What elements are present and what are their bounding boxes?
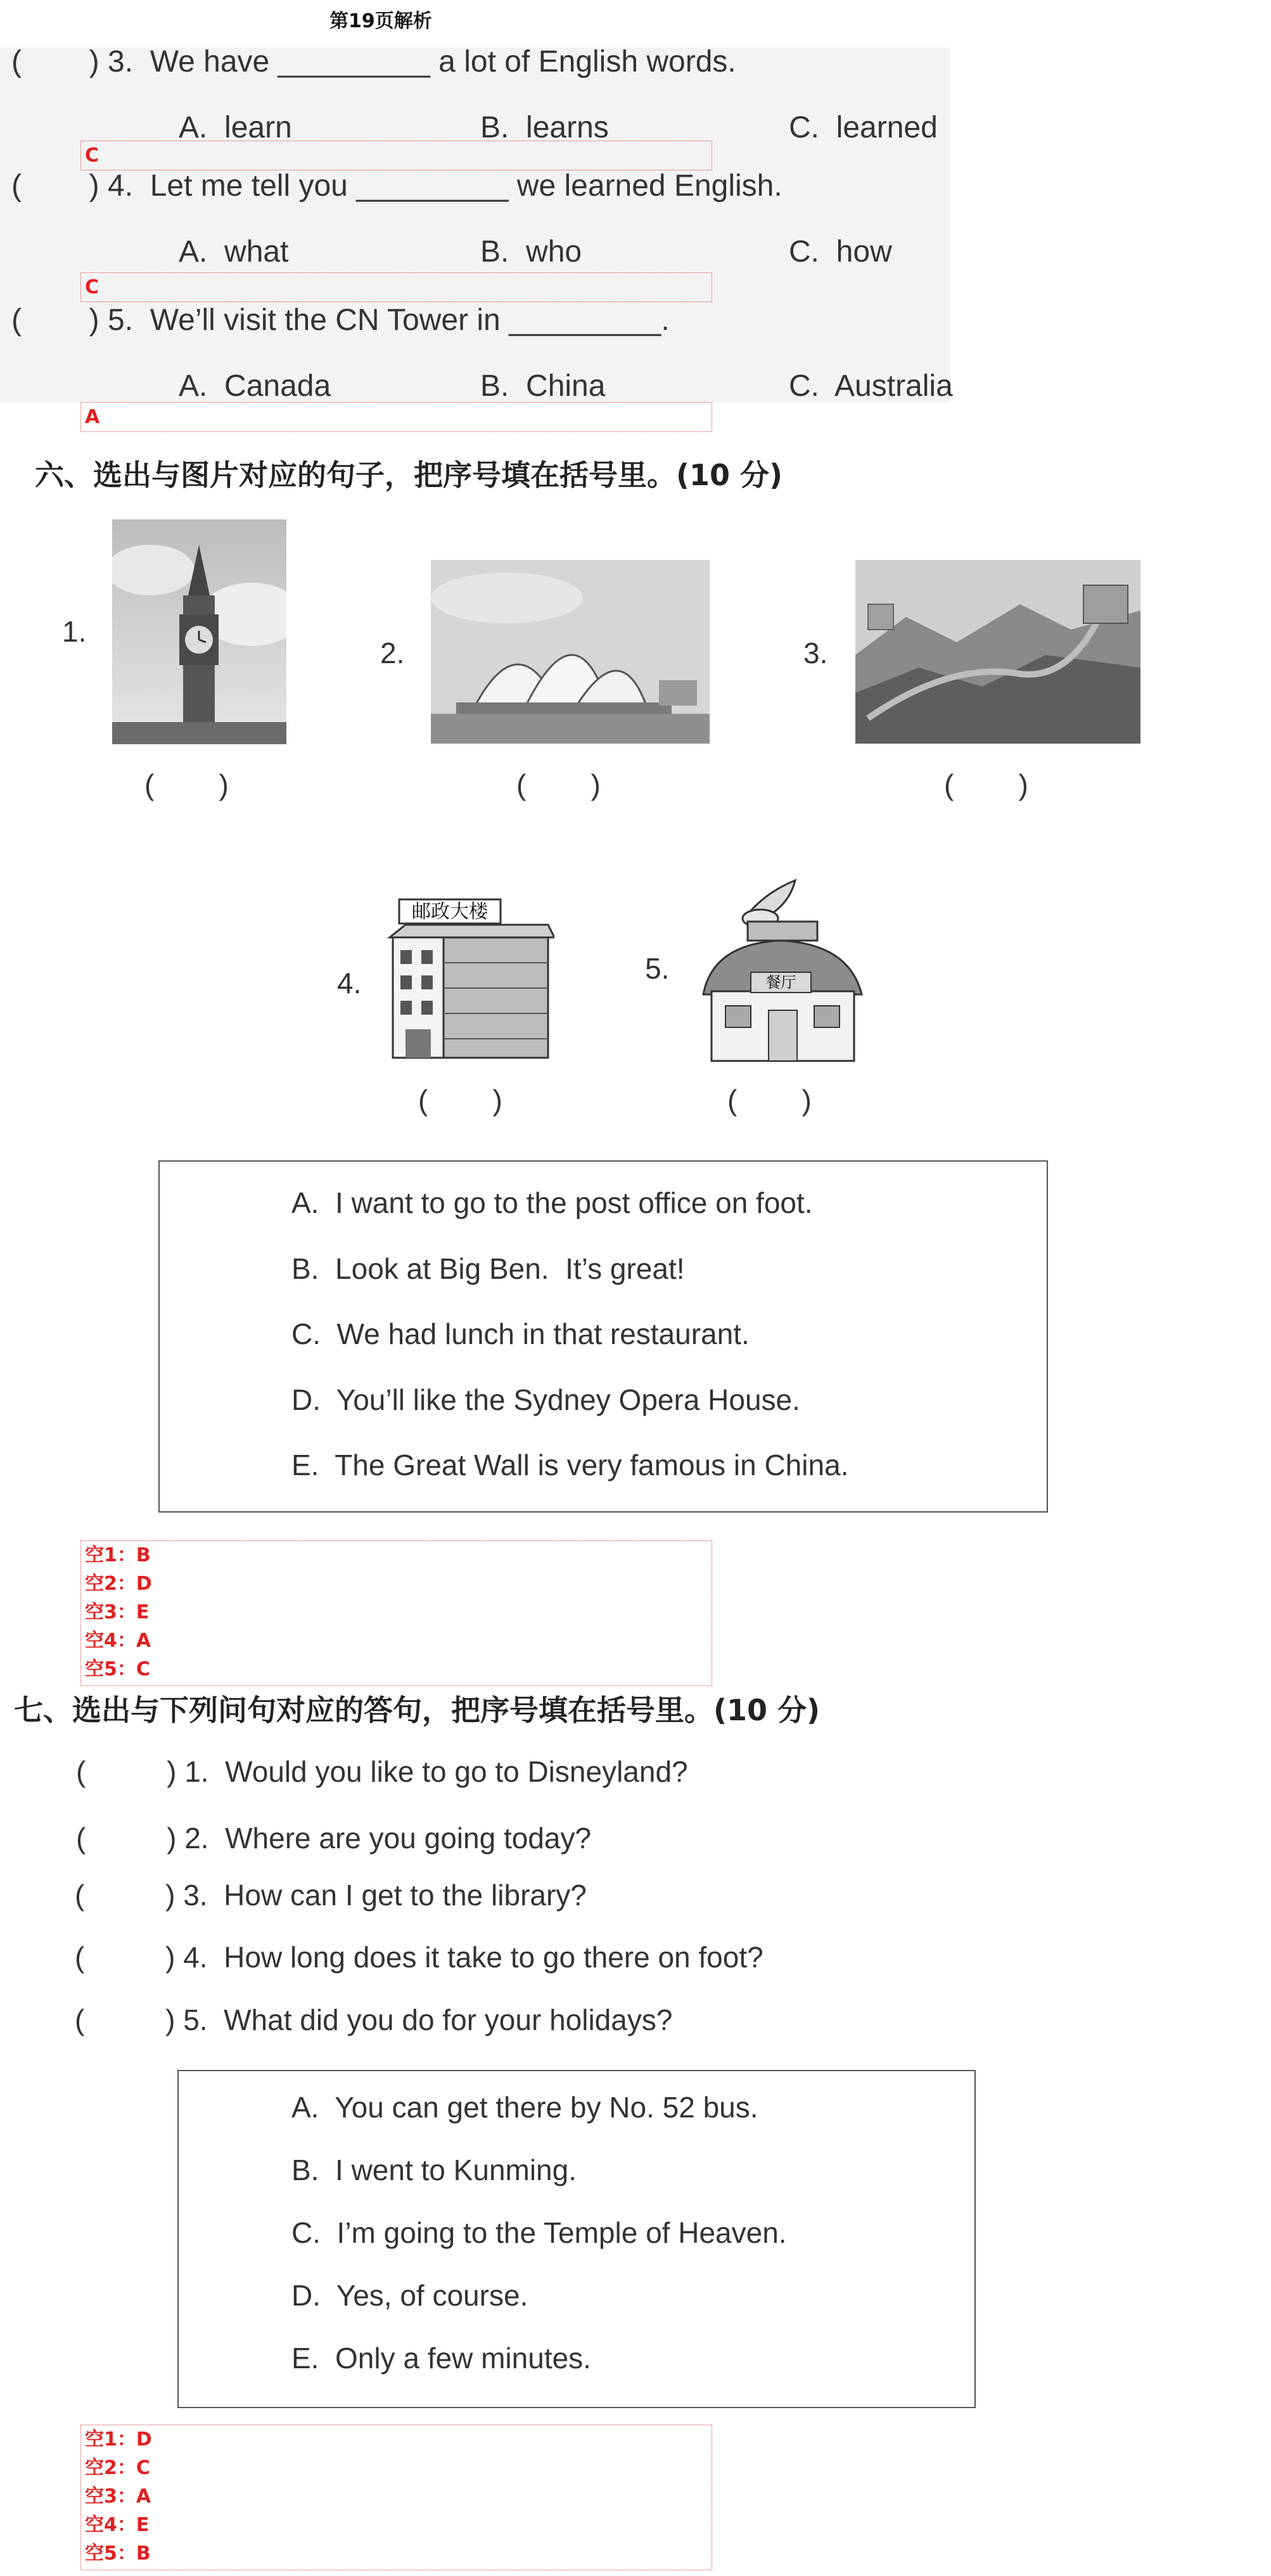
question-3: ( ) 3. How can I get to the library? <box>75 1879 587 1912</box>
option-e: E. The Great Wall is very famous in China. <box>291 1449 849 1482</box>
post-office-image <box>386 893 554 1064</box>
question-band <box>0 48 950 402</box>
answer-line: 空4：E <box>85 2514 150 2536</box>
answer-line: 空1：B <box>85 1544 151 1566</box>
option-a: A. what <box>179 235 289 269</box>
option-b: B. learns <box>480 111 609 144</box>
answer-text: C <box>85 144 99 167</box>
answer-paren[interactable]: ( ) <box>144 768 229 801</box>
restaurant-sign: 餐厅 <box>765 974 796 991</box>
answer-box <box>80 272 712 302</box>
option-a: A. I want to go to the post office on foot. <box>291 1186 813 1219</box>
answer-paren[interactable]: ( ) <box>516 768 601 801</box>
question-4: ( ) 4. Let me tell you _________ we learned English. <box>11 169 782 203</box>
option-c: C. I’m going to the Temple of Heaven. <box>291 2216 787 2249</box>
answer-box <box>80 2425 712 2570</box>
great-wall-image <box>855 560 1140 744</box>
answer-paren[interactable]: ( ) <box>418 1084 502 1117</box>
question-1: ( ) 1. Would you like to go to Disneyland? <box>76 1755 688 1788</box>
option-d: D. You’ll like the Sydney Opera House. <box>291 1383 800 1416</box>
section-7-heading: 七、选出与下列问句对应的答句，把序号填在括号里。(10 分) <box>14 1693 821 1727</box>
question-2: ( ) 2. Where are you going today? <box>76 1822 592 1855</box>
big-ben-image <box>112 519 286 744</box>
options-box <box>158 1160 1048 1513</box>
option-a: A. learn <box>179 111 292 144</box>
option-b: B. who <box>480 235 582 269</box>
picture-1-number: 1. <box>62 615 87 648</box>
option-a: A. You can get there by No. 52 bus. <box>291 2091 758 2124</box>
option-a: A. Canada <box>179 369 331 403</box>
section-6-heading: 六、选出与图片对应的句子，把序号填在括号里。(10 分) <box>35 458 783 492</box>
option-c: C. learned <box>789 111 938 144</box>
answer-line: 空2：C <box>85 2457 150 2479</box>
answer-line: 空5：B <box>85 2542 151 2565</box>
answer-box <box>80 402 712 432</box>
option-d: D. Yes, of course. <box>291 2279 528 2312</box>
question-3: ( ) 3. We have _________ a lot of English words. <box>11 45 736 79</box>
option-e: E. Only a few minutes. <box>291 2342 591 2375</box>
picture-4-number: 4. <box>337 967 362 999</box>
answer-box <box>80 141 712 170</box>
post-office-sign: 邮政大楼 <box>412 901 488 923</box>
answer-text: A <box>85 406 100 428</box>
answer-line: 空2：D <box>85 1573 152 1595</box>
answer-text: C <box>85 276 99 298</box>
answer-line: 空5：C <box>85 1658 150 1680</box>
answer-line: 空3：E <box>85 1601 150 1623</box>
answer-paren[interactable]: ( ) <box>944 768 1028 801</box>
answer-line: 空1：D <box>85 2428 152 2451</box>
option-b: B. I went to Kunming. <box>291 2154 577 2186</box>
page-title: 第19页解析 <box>329 10 432 32</box>
question-5: ( ) 5. We’ll visit the CN Tower in _________. <box>11 303 670 337</box>
option-c: C. how <box>789 235 892 269</box>
question-4: ( ) 4. How long does it take to go there on foot? <box>75 1941 763 1974</box>
opera-house-image <box>431 560 710 744</box>
answer-box <box>80 1540 712 1686</box>
answer-paren[interactable]: ( ) <box>727 1084 812 1117</box>
picture-3-number: 3. <box>803 637 828 669</box>
answer-line: 空3：A <box>85 2485 151 2508</box>
option-b: B. China <box>480 369 606 403</box>
picture-2-number: 2. <box>380 637 405 669</box>
picture-5-number: 5. <box>645 952 670 985</box>
option-b: B. Look at Big Ben. It’s great! <box>291 1252 685 1285</box>
question-5: ( ) 5. What did you do for your holidays? <box>75 2003 673 2036</box>
answer-line: 空4：A <box>85 1630 151 1652</box>
option-c: C. Australia <box>789 369 953 403</box>
options-box <box>177 2070 976 2408</box>
option-c: C. We had lunch in that restaurant. <box>291 1317 750 1350</box>
restaurant-image <box>694 874 868 1064</box>
